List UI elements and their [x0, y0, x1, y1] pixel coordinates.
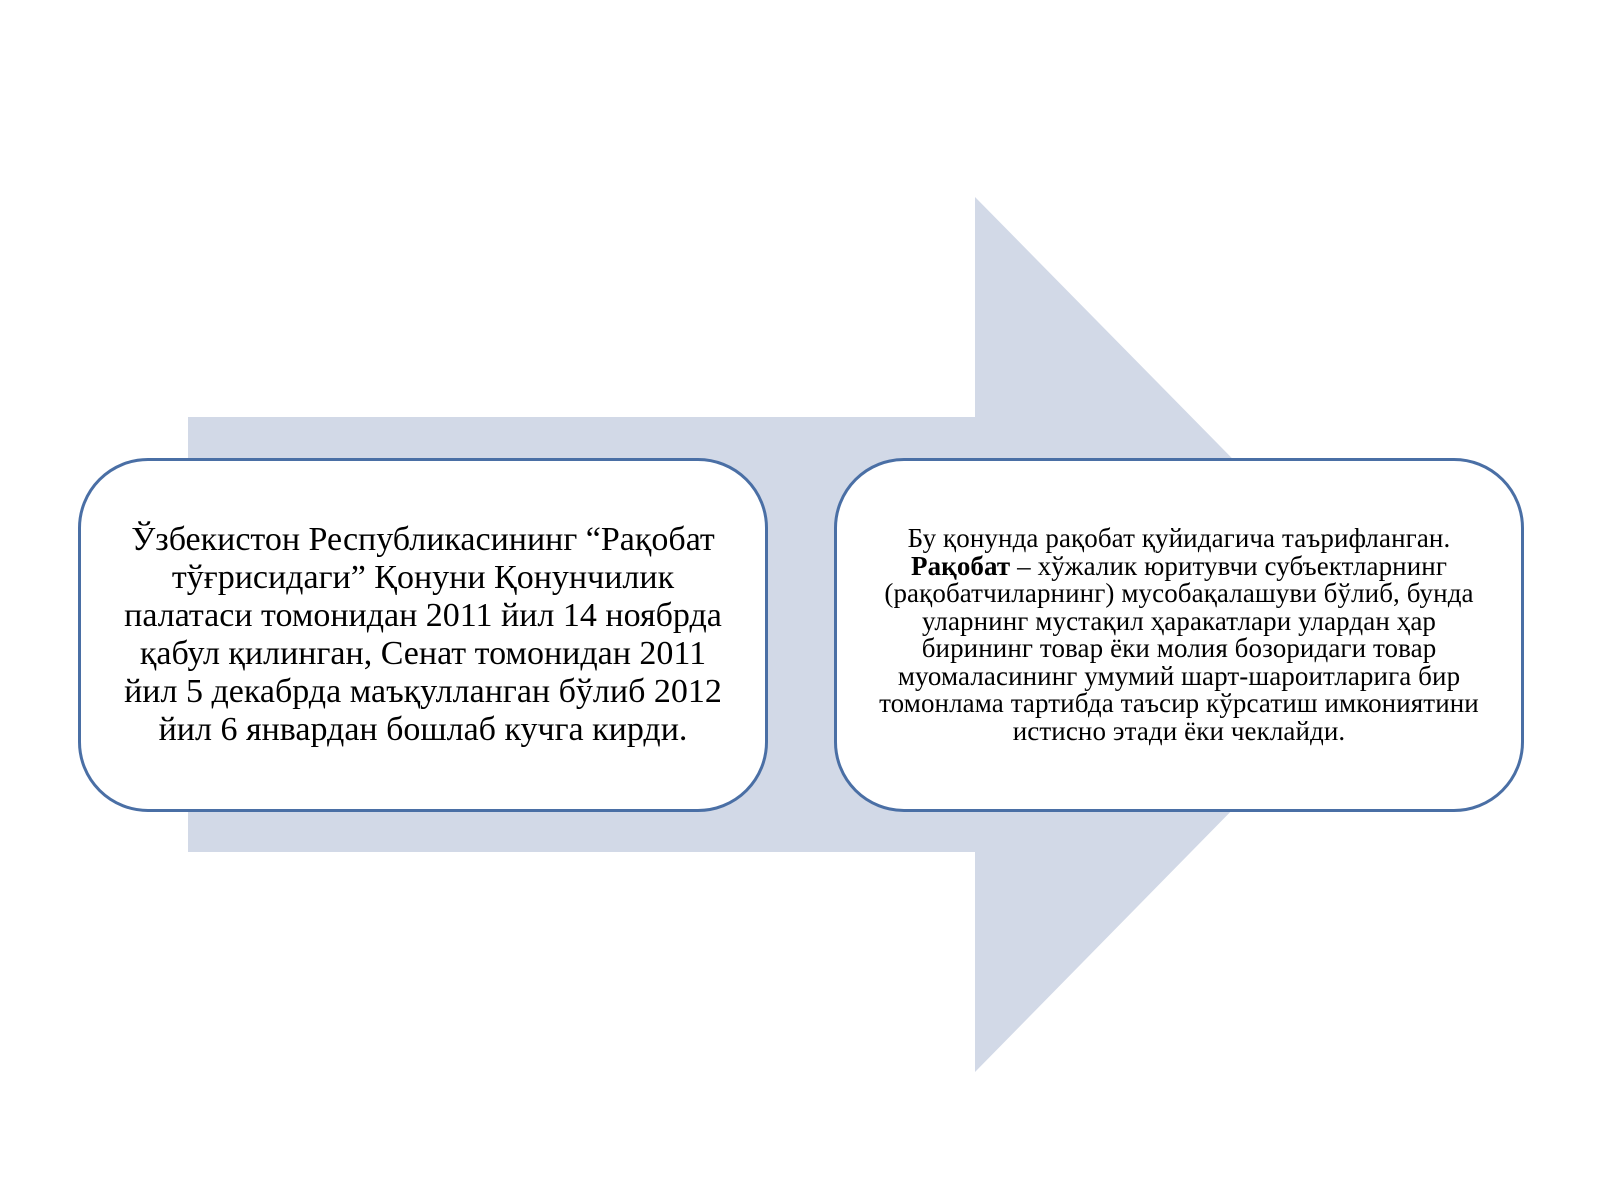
definition-term: Рақобат [910, 550, 1011, 581]
definition-body: – хўжалик юритувчи субъектларнинг (рақобатчиларнинг) мусобақалашуви бўлиб, бунда уларнинг мустақил ҳаракатлари улардан ҳар бирининг товар ёки молия бозоридаги товар муомаласининг умумий шарт-шароитларига бир томонлама тартибда таъсир кўрсатиш имкониятини истисно этади ёки чеклайди. [879, 550, 1479, 746]
definition-intro: Бу қонунда рақобат қуйидагича таърифланган. [907, 523, 1451, 553]
competition-definition-box [834, 458, 1524, 812]
law-adoption-box [78, 458, 768, 812]
law-adoption-text: Ўзбекистон Республикасининг “Рақобат тўғрисидаги” Қонуни Қонунчилик палатаси томонидан 2011 йил 14 ноябрда қабул қилинган, Сенат томонидан 2011 йил 5 декабрда маъқулланган бўлиб 2012 йил 6 январдан бошлаб кучга кирди. [124, 521, 722, 748]
competition-definition-text [877, 525, 1481, 745]
